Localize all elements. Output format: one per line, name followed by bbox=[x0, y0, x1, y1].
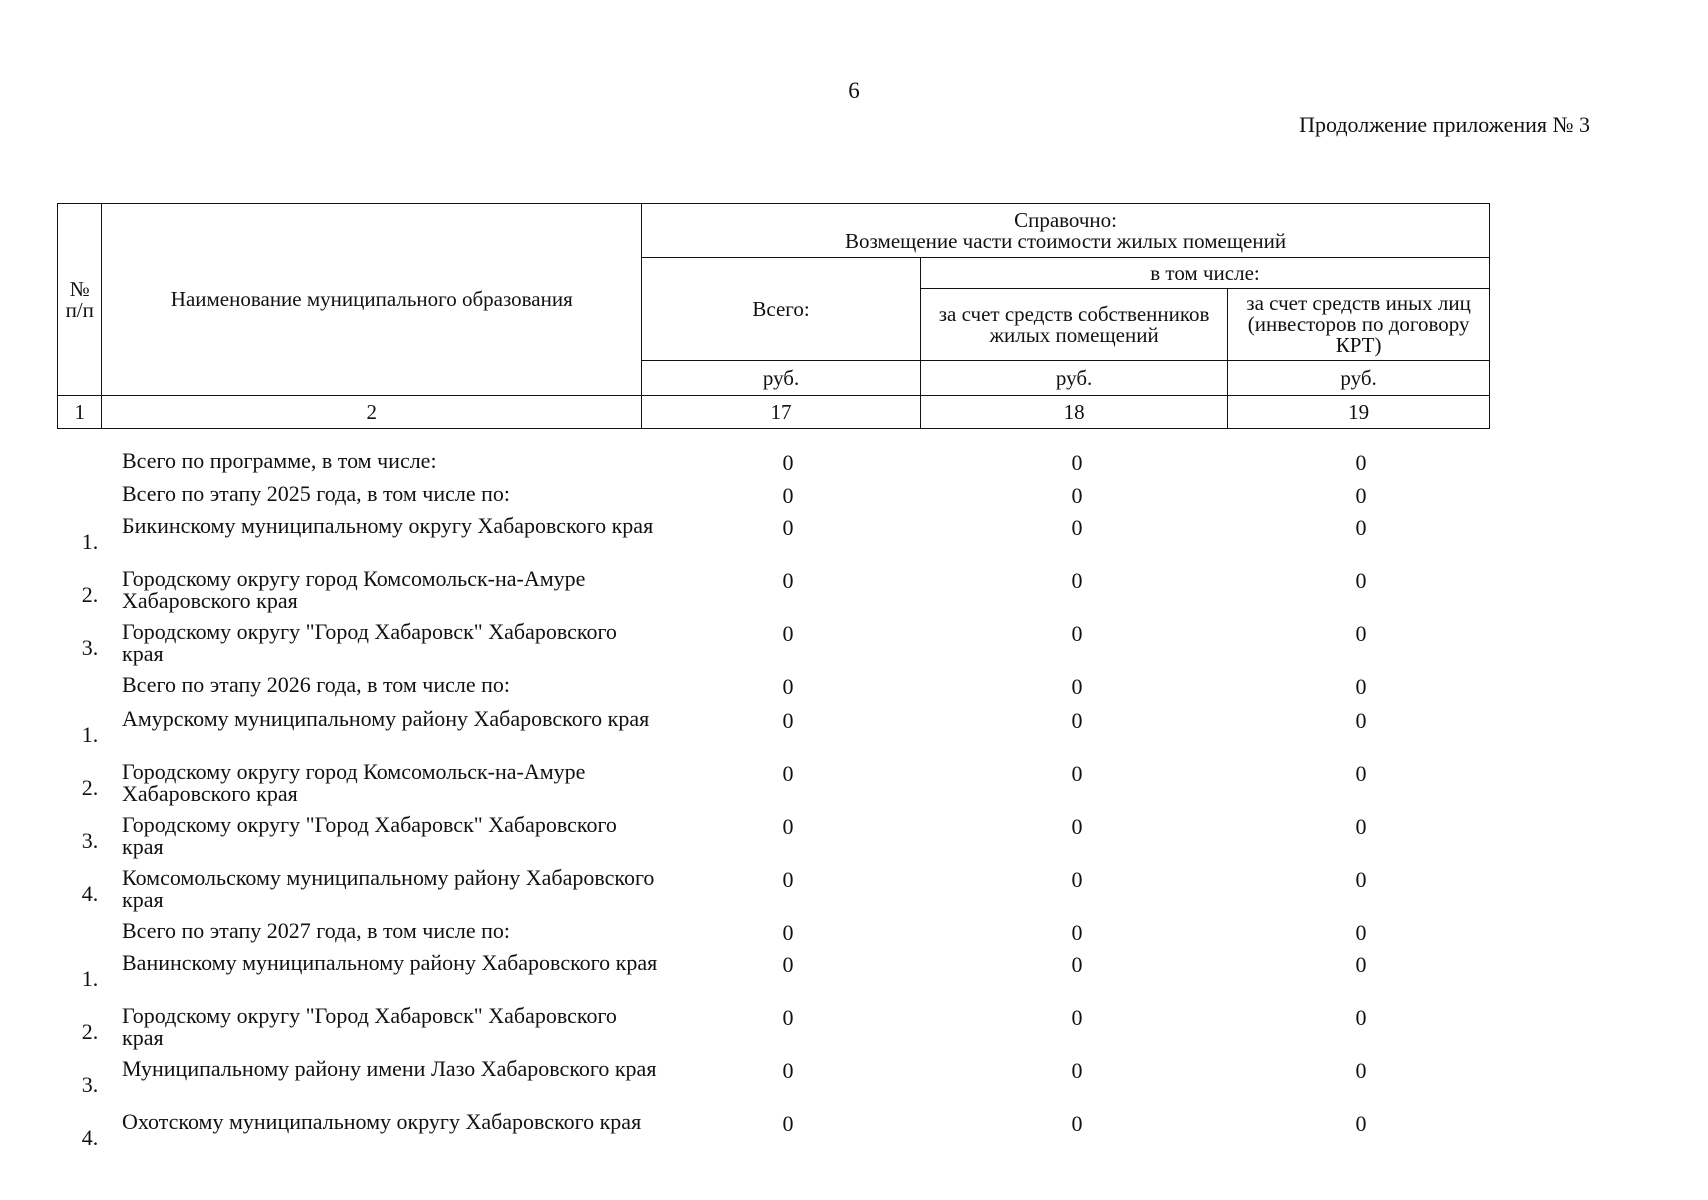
unit-total: руб. bbox=[642, 361, 921, 396]
row-owners: 0 bbox=[1071, 867, 1083, 892]
header-including: в том числе: bbox=[921, 258, 1490, 289]
row-name: Муниципальному району имени Лазо Хабаровского края bbox=[122, 1056, 657, 1081]
row-total: 0 bbox=[782, 515, 794, 540]
header-total: Всего: bbox=[642, 258, 921, 361]
row-name: Охотскому муниципальному округу Хабаровского края bbox=[122, 1109, 642, 1134]
row-total: 0 bbox=[782, 621, 794, 646]
header-owners: за счет средств собственников жилых помещений bbox=[921, 289, 1228, 361]
row-total: 0 bbox=[782, 814, 794, 839]
row-investors: 0 bbox=[1355, 1005, 1367, 1030]
header-reference bbox=[642, 204, 1490, 258]
row-total: 0 bbox=[782, 568, 794, 593]
row-investors: 0 bbox=[1355, 674, 1367, 699]
row-name: Комсомольскому муниципальному району Хабаровского края bbox=[122, 865, 655, 912]
row-owners: 0 bbox=[1071, 515, 1083, 540]
row-total: 0 bbox=[782, 450, 794, 475]
row-total: 0 bbox=[782, 867, 794, 892]
row-name: Всего по программе, в том числе: bbox=[122, 448, 437, 473]
row-investors: 0 bbox=[1355, 761, 1367, 786]
unit-owners: руб. bbox=[921, 361, 1228, 396]
row-owners: 0 bbox=[1071, 708, 1083, 733]
header-name: Наименование муниципального образования bbox=[102, 204, 642, 396]
row-total: 0 bbox=[782, 1058, 794, 1083]
header-investors: за счет средств иных лиц (инвесторов по договору КРТ) bbox=[1228, 289, 1490, 361]
row-number: 4. bbox=[81, 1125, 99, 1150]
row-total: 0 bbox=[782, 674, 794, 699]
row-investors: 0 bbox=[1355, 952, 1367, 977]
row-owners: 0 bbox=[1071, 1058, 1083, 1083]
row-total: 0 bbox=[782, 761, 794, 786]
row-total: 0 bbox=[782, 920, 794, 945]
row-investors: 0 bbox=[1355, 708, 1367, 733]
row-investors: 0 bbox=[1355, 867, 1367, 892]
row-number: 1. bbox=[81, 722, 99, 747]
appendix-note: Продолжение приложения № 3 bbox=[1299, 112, 1590, 137]
row-number: 4. bbox=[81, 881, 99, 906]
row-owners: 0 bbox=[1071, 952, 1083, 977]
row-total: 0 bbox=[782, 952, 794, 977]
row-number: 3. bbox=[81, 828, 99, 853]
index-19: 19 bbox=[1228, 396, 1490, 429]
row-owners: 0 bbox=[1071, 920, 1083, 945]
row-number: 1. bbox=[81, 529, 99, 554]
row-investors: 0 bbox=[1355, 483, 1367, 508]
row-number: 2. bbox=[81, 775, 99, 800]
header-num: № п/п bbox=[58, 204, 102, 396]
row-name: Бикинскому муниципальному округу Хабаровского края bbox=[122, 513, 654, 538]
row-total: 0 bbox=[782, 1005, 794, 1030]
row-number: 2. bbox=[81, 582, 99, 607]
unit-investors: руб. bbox=[1228, 361, 1490, 396]
row-owners: 0 bbox=[1071, 761, 1083, 786]
row-name: Ванинскому муниципальному району Хабаровского края bbox=[122, 950, 658, 975]
page-number: 6 bbox=[848, 78, 860, 103]
row-number: 3. bbox=[81, 1072, 99, 1097]
index-2: 2 bbox=[102, 396, 642, 429]
row-owners: 0 bbox=[1071, 568, 1083, 593]
row-total: 0 bbox=[782, 1111, 794, 1136]
row-investors: 0 bbox=[1355, 515, 1367, 540]
row-investors: 0 bbox=[1355, 568, 1367, 593]
row-investors: 0 bbox=[1355, 1111, 1367, 1136]
row-name: Городскому округу город Комсомольск-на-Амуре Хабаровского края bbox=[122, 759, 586, 806]
row-name: Всего по этапу 2027 года, в том числе по: bbox=[122, 918, 511, 943]
index-17: 17 bbox=[642, 396, 921, 429]
row-name: Городскому округу город Комсомольск-на-Амуре Хабаровского края bbox=[122, 566, 586, 613]
row-name: Всего по этапу 2026 года, в том числе по: bbox=[122, 672, 511, 697]
row-total: 0 bbox=[782, 483, 794, 508]
row-name: Городскому округу "Город Хабаровск" Хабаровского края bbox=[122, 1003, 617, 1050]
index-1: 1 bbox=[58, 396, 102, 429]
row-number: 1. bbox=[81, 966, 99, 991]
row-investors: 0 bbox=[1355, 450, 1367, 475]
row-investors: 0 bbox=[1355, 1058, 1367, 1083]
row-investors: 0 bbox=[1355, 920, 1367, 945]
row-owners: 0 bbox=[1071, 674, 1083, 699]
row-total: 0 bbox=[782, 708, 794, 733]
row-number: 2. bbox=[81, 1019, 99, 1044]
row-owners: 0 bbox=[1071, 450, 1083, 475]
header-table bbox=[57, 203, 1490, 429]
row-owners: 0 bbox=[1071, 621, 1083, 646]
header-reference-label: Справочно: bbox=[1014, 207, 1118, 232]
header-reference-title: Возмещение части стоимости жилых помещений bbox=[845, 228, 1287, 253]
row-number: 3. bbox=[81, 635, 99, 660]
row-name: Городскому округу "Город Хабаровск" Хабаровского края bbox=[122, 812, 617, 859]
index-18: 18 bbox=[921, 396, 1228, 429]
row-owners: 0 bbox=[1071, 1111, 1083, 1136]
row-owners: 0 bbox=[1071, 814, 1083, 839]
row-name: Амурскому муниципальному району Хабаровского края bbox=[122, 706, 650, 731]
row-investors: 0 bbox=[1355, 621, 1367, 646]
row-owners: 0 bbox=[1071, 1005, 1083, 1030]
row-investors: 0 bbox=[1355, 814, 1367, 839]
row-name: Городскому округу "Город Хабаровск" Хабаровского края bbox=[122, 619, 617, 666]
row-name: Всего по этапу 2025 года, в том числе по: bbox=[122, 481, 511, 506]
row-owners: 0 bbox=[1071, 483, 1083, 508]
